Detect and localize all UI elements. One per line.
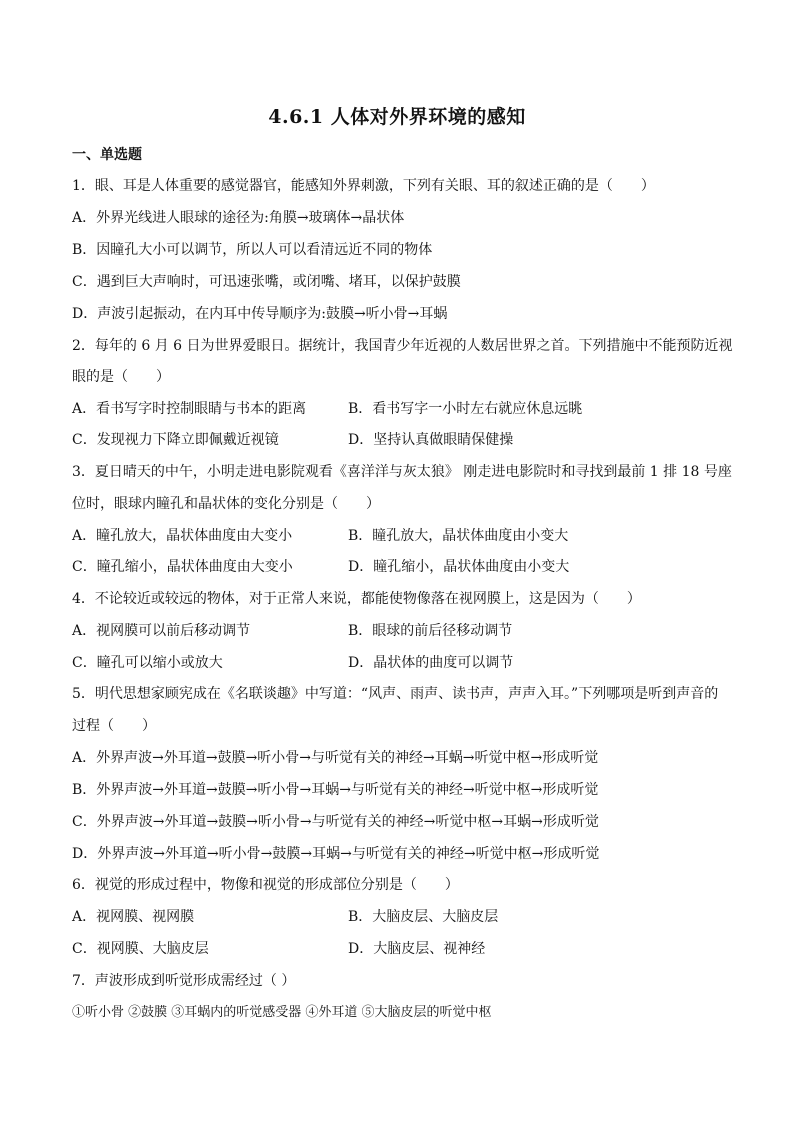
question-7-stem: 7．声波形成到听觉形成需经过（ ）: [72, 973, 296, 989]
section-heading: 一、单选题: [72, 147, 142, 163]
question-4-option-b: B．眼球的前后径移动调节: [348, 623, 513, 639]
question-2-option-d: D．坚持认真做眼睛保健操: [348, 432, 514, 448]
question-3-option-d: D．瞳孔缩小，晶状体曲度由小变大: [348, 559, 570, 575]
question-3-option-b: B．瞳孔放大，晶状体曲度由小变大: [348, 528, 569, 544]
question-4-stem: 4．不论较近或较远的物体，对于正常人来说，都能使物像落在视网膜上，这是因为（ ）: [72, 591, 641, 607]
question-5-stem-line1: 5．明代思想家顾宪成在《名联谈趣》中写道：“风声、雨声、读书声，声声入耳。”下列哪项是听到声音的: [72, 686, 719, 702]
page-title: 4.6.1 人体对外界环境的感知: [268, 106, 526, 128]
question-1-option-d: D．声波引起振动，在内耳中传导顺序为:鼓膜→听小骨→耳蜗: [72, 306, 448, 322]
question-5-option-d: D．外界声波→外耳道→听小骨→鼓膜→耳蜗→与听觉有关的神经→听觉中枢→形成听觉: [72, 846, 600, 862]
question-6-option-b: B．大脑皮层、大脑皮层: [348, 909, 499, 925]
question-3-stem-line1: 3．夏日晴天的中午，小明走进电影院观看《喜洋洋与灰太狼》 刚走进电影院时和寻找到最前 1 排 18 号座: [72, 464, 732, 480]
question-4-option-d: D．晶状体的曲度可以调节: [348, 655, 514, 671]
question-6-option-d: D．大脑皮层、视神经: [348, 941, 486, 957]
question-5-option-b: B．外界声波→外耳道→鼓膜→听小骨→耳蜗→与听觉有关的神经→听觉中枢→形成听觉: [72, 782, 599, 798]
question-1-option-b: B．因瞳孔大小可以调节，所以人可以看清远近不同的物体: [72, 242, 433, 258]
question-3-option-c: C．瞳孔缩小，晶状体曲度由大变小: [72, 559, 293, 575]
question-2-option-b: B．看书写字一小时左右就应休息远眺: [348, 401, 583, 417]
question-6-option-c: C．视网膜、大脑皮层: [72, 941, 209, 957]
question-5-option-c: C．外界声波→外耳道→鼓膜→听小骨→与听觉有关的神经→听觉中枢→耳蜗→形成听觉: [72, 814, 599, 830]
question-4-option-c: C．瞳孔可以缩小或放大: [72, 655, 223, 671]
question-3-option-a: A．瞳孔放大，晶状体曲度由大变小: [72, 528, 293, 544]
question-1-stem: 1．眼、耳是人体重要的感觉器官，能感知外界刺激，下列有关眼、耳的叙述正确的是（ ）: [72, 178, 655, 194]
question-5-option-a: A．外界声波→外耳道→鼓膜→听小骨→与听觉有关的神经→耳蜗→听觉中枢→形成听觉: [72, 750, 599, 766]
question-6-stem: 6．视觉的形成过程中，物像和视觉的形成部位分别是（ ）: [72, 877, 459, 893]
question-3-stem-line2: 位时，眼球内瞳孔和晶状体的变化分别是（ ）: [72, 496, 380, 512]
question-7-items: ①听小骨 ②鼓膜 ③耳蜗内的听觉感受器 ④外耳道 ⑤大脑皮层的听觉中枢: [72, 1005, 492, 1020]
question-2-option-a: A．看书写字时控制眼睛与书本的距离: [72, 401, 307, 417]
question-5-stem-line2: 过程（ ）: [72, 718, 156, 734]
question-6-option-a: A．视网膜、视网膜: [72, 909, 195, 925]
question-2-option-c: C．发现视力下降立即佩戴近视镜: [72, 432, 279, 448]
question-1-option-a: A．外界光线进人眼球的途径为:角膜→玻璃体→晶状体: [72, 210, 405, 226]
question-2-stem-line2: 眼的是（ ）: [72, 369, 170, 385]
question-1-option-c: C．遇到巨大声响时，可迅速张嘴，或闭嘴、堵耳，以保护鼓膜: [72, 274, 461, 290]
question-2-stem-line1: 2．每年的 6 月 6 日为世界爱眼日。据统计，我国青少年近视的人数居世界之首。下列措施中不能预防近视: [72, 338, 733, 354]
question-4-option-a: A．视网膜可以前后移动调节: [72, 623, 251, 639]
